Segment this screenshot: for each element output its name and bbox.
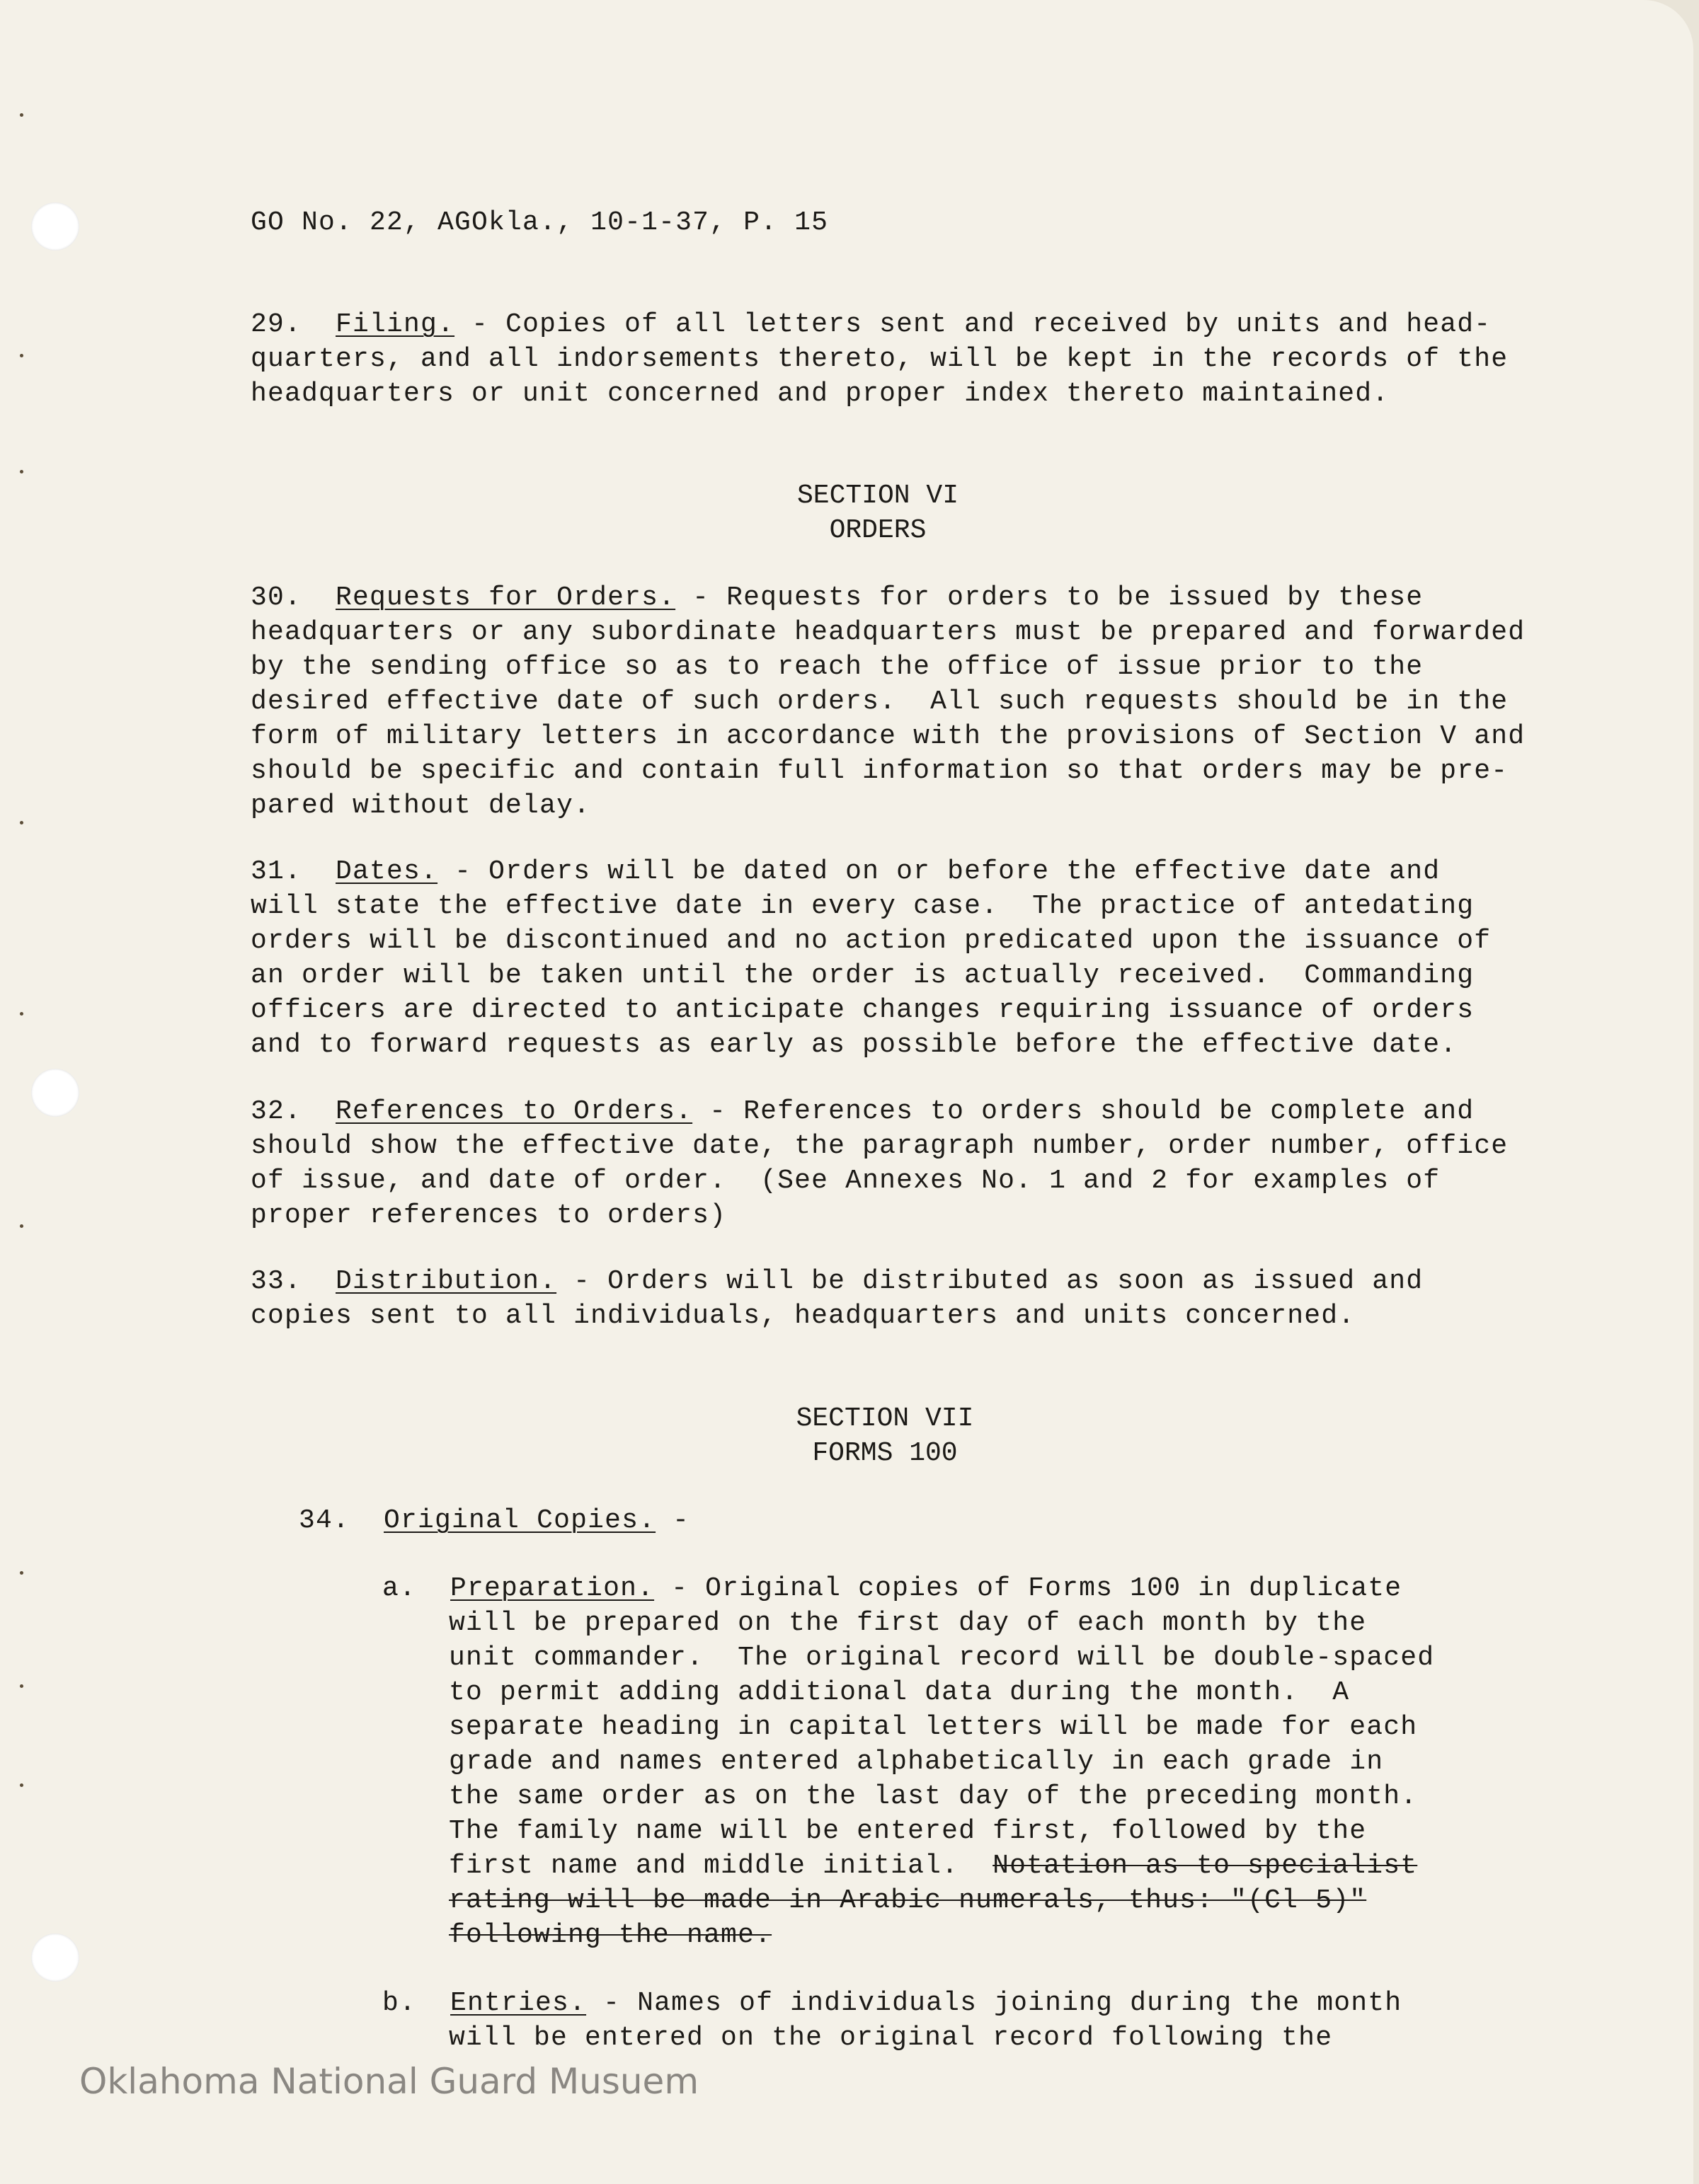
paragraph-31-line-2: will state the effective date in every case. The practice of antedating xyxy=(251,891,1475,921)
subparagraph-a-line-4: to permit adding additional data during the month. A xyxy=(449,1677,1350,1708)
margin-speck xyxy=(20,1224,23,1228)
margin-speck xyxy=(20,821,23,824)
punch-hole-bottom xyxy=(31,1933,79,1982)
section-7-heading: SECTION VII xyxy=(796,1403,974,1434)
section-6-heading: SECTION VI xyxy=(796,481,959,511)
subparagraph-a-line-2: will be prepared on the first day of each month by the xyxy=(449,1608,1367,1638)
paragraph-31-line-5: officers are directed to anticipate changes requiring issuance of orders xyxy=(251,995,1475,1025)
struck-text: Notation as to specialist xyxy=(992,1851,1418,1881)
paragraph-title: Original Copies. xyxy=(384,1505,656,1536)
paragraph-number: 30. xyxy=(251,582,302,613)
paragraph-29-line-1: 29. Filing. - Copies of all letters sent and received by units and head- xyxy=(251,309,1492,340)
paragraph-title: Dates. xyxy=(336,856,438,887)
margin-speck xyxy=(20,113,23,117)
paragraph-30-line-4: desired effective date of such orders. All such requests should be in the xyxy=(251,686,1509,717)
paragraph-29-line-3: headquarters or unit concerned and proper index thereto maintained. xyxy=(251,379,1390,409)
paragraph-32-line-1: 32. References to Orders. - References to orders should be complete and xyxy=(251,1096,1475,1127)
paragraph-number: 33. xyxy=(251,1266,302,1297)
section-6-title: ORDERS xyxy=(829,515,927,546)
museum-watermark: Oklahoma National Guard Musuem xyxy=(79,2061,699,2102)
margin-speck xyxy=(20,1783,23,1787)
page-header: GO No. 22, AGOkla., 10-1-37, P. 15 xyxy=(251,207,829,238)
paragraph-31-line-3: orders will be discontinued and no action predicated upon the issuance of xyxy=(251,926,1492,956)
subparagraph-a-line-5: separate heading in capital letters will be made for each xyxy=(449,1712,1418,1742)
subparagraph-a-line-9: first name and middle initial. Notation as to specialist xyxy=(449,1851,1418,1881)
punch-hole-middle xyxy=(31,1069,79,1117)
paragraph-title: Filing. xyxy=(336,309,455,340)
subparagraph-a-line-7: the same order as on the last day of the preceding month. xyxy=(449,1781,1418,1812)
punch-hole-top xyxy=(31,202,79,251)
paragraph-30-line-3: by the sending office so as to reach the office of issue prior to the xyxy=(251,652,1424,682)
paragraph-29-line-2: quarters, and all indorsements thereto, will be kept in the records of the xyxy=(251,344,1509,374)
margin-speck xyxy=(20,1012,23,1016)
paragraph-30-line-2: headquarters or any subordinate headquarters must be prepared and forwarded xyxy=(251,617,1526,648)
paragraph-32-line-4: proper references to orders) xyxy=(251,1200,727,1231)
paragraph-number: 32. xyxy=(251,1096,302,1127)
paragraph-33-line-1: 33. Distribution. - Orders will be distributed as soon as issued and xyxy=(251,1266,1424,1297)
paragraph-30-line-1: 30. Requests for Orders. - Requests for orders to be issued by these xyxy=(251,582,1424,613)
paragraph-31-line-1: 31. Dates. - Orders will be dated on or before the effective date and xyxy=(251,856,1441,887)
margin-speck xyxy=(20,470,23,473)
paragraph-31-line-4: an order will be taken until the order is actually received. Commanding xyxy=(251,960,1475,991)
paragraph-32-line-2: should show the effective date, the paragraph number, order number, office xyxy=(251,1131,1509,1161)
paragraph-title: Distribution. xyxy=(336,1266,557,1297)
paragraph-33-line-2: copies sent to all individuals, headquarters and units concerned. xyxy=(251,1301,1356,1331)
subparagraph-letter: b. xyxy=(382,1988,417,2018)
margin-speck xyxy=(20,1571,23,1575)
subparagraph-letter: a. xyxy=(382,1573,417,1604)
subparagraph-b-line-1: b. Entries. - Names of individuals joining during the month xyxy=(382,1988,1402,2018)
struck-text: following the name. xyxy=(449,1920,772,1950)
paragraph-34-heading: 34. Original Copies. - xyxy=(299,1505,690,1536)
subparagraph-a-line-8: The family name will be entered first, followed by the xyxy=(449,1816,1367,1846)
subparagraph-title: Preparation. xyxy=(450,1573,655,1604)
subparagraph-b-line-2: will be entered on the original record following the xyxy=(449,2023,1333,2053)
paragraph-30-line-7: pared without delay. xyxy=(251,791,591,821)
margin-speck xyxy=(20,354,23,357)
subparagraph-a-line-1: a. Preparation. - Original copies of Forms 100 in duplicate xyxy=(382,1573,1402,1604)
subparagraph-a-line-6: grade and names entered alphabetically in each grade in xyxy=(449,1747,1384,1777)
paragraph-31-line-6: and to forward requests as early as possible before the effective date. xyxy=(251,1030,1458,1060)
subparagraph-a-line-3: unit commander. The original record will be double-spaced xyxy=(449,1643,1435,1673)
paragraph-title: Requests for Orders. xyxy=(336,582,676,613)
paragraph-title: References to Orders. xyxy=(336,1096,693,1127)
paragraph-number: 29. xyxy=(251,309,302,340)
paragraph-30-line-6: should be specific and contain full information so that orders may be pre- xyxy=(251,756,1509,786)
subparagraph-a-line-11 xyxy=(449,1918,772,1953)
struck-text: rating will be made in Arabic numerals, thus: "(Cl 5)" xyxy=(449,1885,1367,1916)
margin-speck xyxy=(20,1684,23,1688)
section-7-title: FORMS 100 xyxy=(812,1438,958,1469)
paragraph-number: 34. xyxy=(299,1505,350,1536)
subparagraph-title: Entries. xyxy=(450,1988,587,2018)
paragraph-number: 31. xyxy=(251,856,302,887)
paragraph-32-line-3: of issue, and date of order. (See Annexes No. 1 and 2 for examples of xyxy=(251,1166,1441,1196)
paragraph-30-line-5: form of military letters in accordance with the provisions of Section V and xyxy=(251,721,1526,752)
subparagraph-a-line-10 xyxy=(449,1883,1366,1918)
